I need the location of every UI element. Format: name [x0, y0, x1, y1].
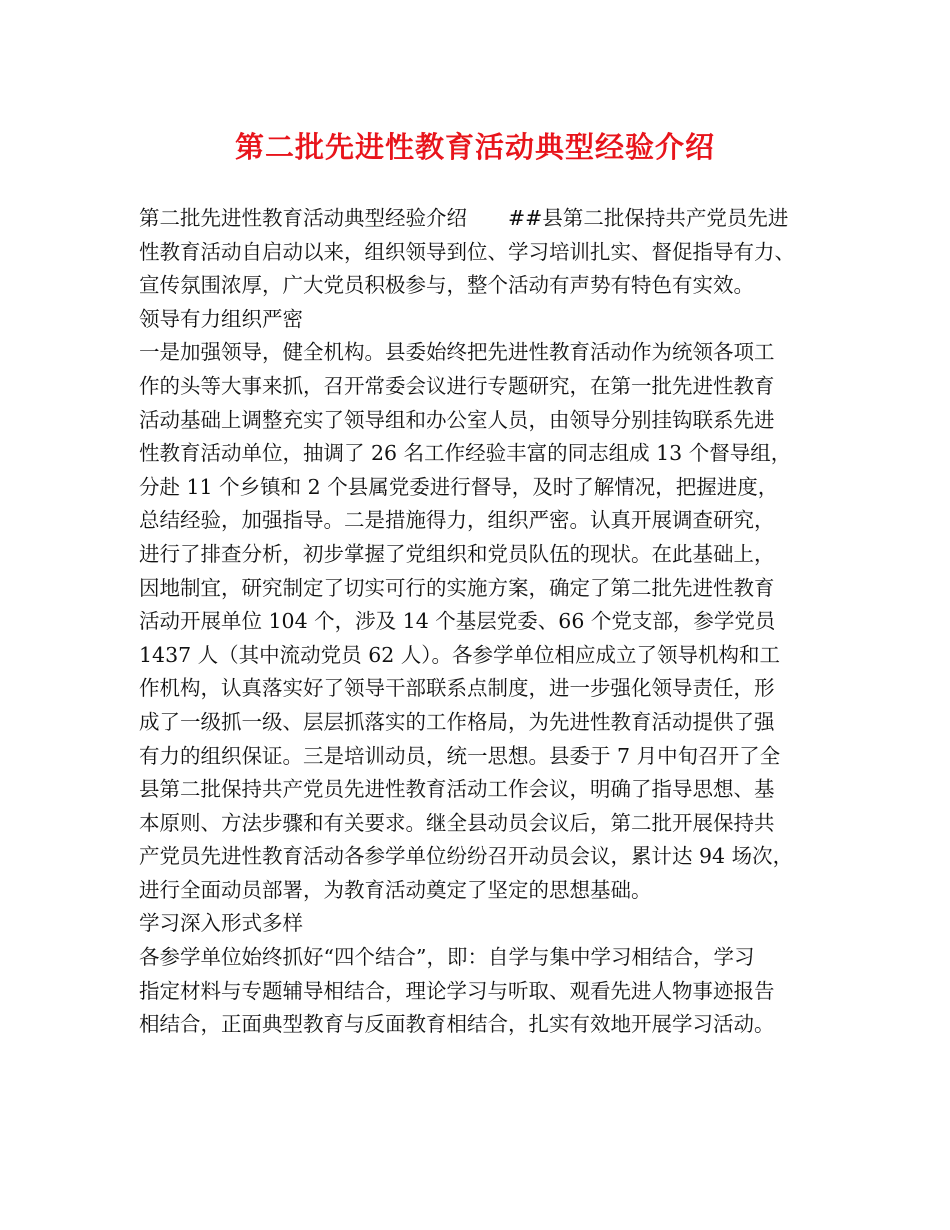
section-heading: 领导有力组织严密	[139, 306, 303, 331]
body-line: 宣传氛围浓厚，广大党员积极参与，整个活动有声势有特色有实效。	[139, 273, 754, 298]
body-line: 作机构，认真落实好了领导干部联系点制度，进一步强化领导责任，形	[139, 676, 775, 701]
body-line: 活动基础上调整充实了领导组和办公室人员，由领导分别挂钩联系先进	[139, 407, 775, 432]
body-line: 本原则、方法步骤和有关要求。继全县动员会议后，第二批开展保持共	[139, 810, 775, 835]
body-line: 相结合，正面典型教育与反面教育相结合，扎实有效地开展学习活动。	[139, 1012, 775, 1037]
section-heading: 学习深入形式多样	[139, 911, 303, 936]
body-line: 一是加强领导，健全机构。县委始终把先进性教育活动作为统领各项工	[139, 340, 775, 365]
body-line: 性教育活动单位，抽调了 26 名工作经验丰富的同志组成 13 个督导组，	[139, 441, 792, 466]
body-line: 进行全面动员部署，为教育活动奠定了坚定的思想基础。	[139, 877, 652, 902]
body-line: 成了一级抓一级、层层抓落实的工作格局，为先进性教育活动提供了强	[139, 709, 775, 734]
body-line: 第二批先进性教育活动典型经验介绍 ##县第二批保持共产党员先进	[139, 206, 789, 230]
body-line: 县第二批保持共产党员先进性教育活动工作会议，明确了指导思想、基	[139, 777, 775, 802]
body-line: 性教育活动自启动以来，组织领导到位、学习培训扎实、督促指导有力、	[139, 239, 795, 264]
body-line: 产党员先进性教育活动各参学单位纷纷召开动员会议，累计达 94 场次，	[139, 844, 794, 869]
body-line: 分赴 11 个乡镇和 2 个县属党委进行督导，及时了解情况，把握进度，	[139, 474, 779, 499]
body-line: 因地制宜，研究制定了切实可行的实施方案，确定了第二批先进性教育	[139, 575, 775, 600]
body-line: 活动开展单位 104 个，涉及 14 个基层党委、66 个党支部，参学党员	[139, 609, 776, 634]
document-body	[139, 202, 825, 1042]
body-line: 指定材料与专题辅导相结合，理论学习与听取、观看先进人物事迹报告	[139, 978, 775, 1003]
body-line: 各参学单位始终抓好“四个结合”，即：自学与集中学习相结合，学习	[139, 945, 755, 970]
body-line: 总结经验，加强指导。二是措施得力，组织严密。认真开展调查研究，	[139, 508, 775, 533]
document-title: 第二批先进性教育活动典型经验介绍	[234, 130, 715, 164]
body-line: 进行了排查分析，初步掌握了党组织和党员队伍的现状。在此基础上，	[139, 541, 775, 566]
body-line: 1437 人（其中流动党员 62 人）。各参学单位相应成立了领导机构和工	[139, 642, 781, 667]
body-line: 作的头等大事来抓，召开常委会议进行专题研究，在第一批先进性教育	[139, 373, 775, 398]
body-line: 有力的组织保证。三是培训动员，统一思想。县委于 7 月中旬召开了全	[139, 743, 781, 768]
